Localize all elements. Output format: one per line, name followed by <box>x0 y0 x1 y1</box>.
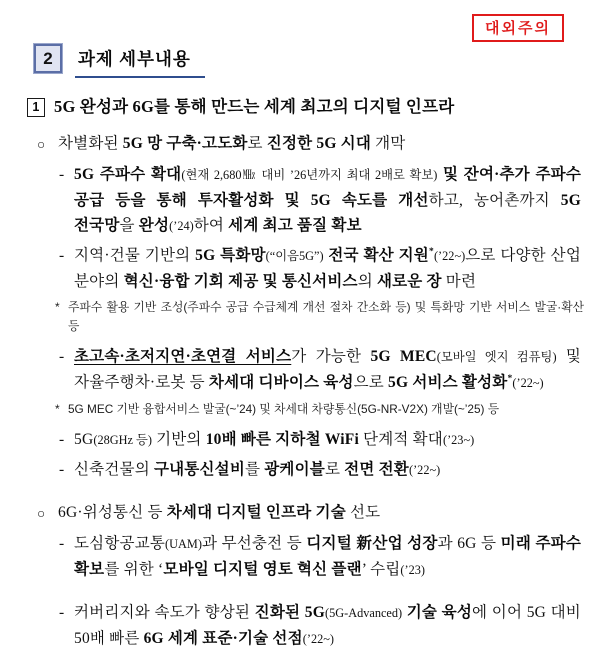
text-segment: (5G-Advanced) <box>324 606 403 620</box>
text-segment: (28GHz 등) <box>93 433 153 447</box>
text-segment: 디지털 新산업 성장 <box>306 535 438 552</box>
subsection-number-box: 1 <box>27 98 45 117</box>
text-segment: 5G 서비스 활성화 <box>388 374 508 391</box>
text-segment: 진정한 5G 시대 <box>266 135 372 152</box>
dash-line <box>0 162 600 239</box>
text-segment: 광케이블 <box>264 461 325 478</box>
text-segment: 하고, 농어촌까지 <box>428 192 561 209</box>
text-segment: 과 무선충전 등 <box>201 535 307 552</box>
dash-line <box>0 531 600 583</box>
text-segment: 신축건물의 <box>74 461 154 478</box>
text-segment: 5G 망 구축·고도화 <box>122 135 248 152</box>
dash-bullet: - <box>59 535 65 552</box>
subsection-title: 5G 완성과 6G를 통해 만드는 세계 최고의 디지털 인프라 <box>54 97 455 116</box>
asterisk-bullet: * <box>55 402 60 416</box>
text-segment: 주파수 활용 기반 조성(주파수 공급 수급체계 개선 절차 간소화 등) 및 특화망 기반 서비스 발굴·확산 등 <box>68 300 584 333</box>
text-segment: 의 <box>357 273 377 290</box>
text-segment: 완성 <box>138 217 170 234</box>
text-segment: 하여 <box>193 217 229 234</box>
dash-bullet: - <box>59 166 65 183</box>
text-segment: (“이음5G”) <box>265 249 324 263</box>
text-segment: * <box>507 373 513 384</box>
text-segment: 으로 다양한 산업 분야의 <box>74 247 581 290</box>
text-segment: (모바일 엣지 컴퓨팅) <box>436 350 557 364</box>
text-segment: 미래 주파수 확보 <box>74 535 581 578</box>
section-number-box: 2 <box>34 44 62 73</box>
text-segment: 6G 세계 표준·기술 선점 <box>143 630 303 647</box>
text-segment: 모바일 디지털 영토 혁신 플랜 <box>163 561 362 578</box>
text-segment: 과 6G 등 <box>437 535 501 552</box>
text-segment: 차별화된 <box>58 135 123 152</box>
text-segment: 전면 전환 <box>344 461 409 478</box>
text-segment: 차세대 디지털 인프라 기술 <box>166 504 346 521</box>
text-segment: (’23) <box>400 563 426 577</box>
text-segment: 5G <box>74 431 94 448</box>
text-segment: 도심항공교통 <box>74 535 166 552</box>
text-segment: 5G 전국망 <box>74 192 581 234</box>
text-segment: 초고속·초저지연·초연결 서비스 <box>74 348 292 365</box>
footnote-line <box>0 298 600 336</box>
text-segment: 로 <box>324 461 345 478</box>
text-segment: 단계적 확대 <box>358 431 443 448</box>
text-segment: 진화된 5G <box>254 604 325 621</box>
dash-line <box>0 344 600 396</box>
footnote-line <box>0 400 600 419</box>
text-segment: * <box>429 246 434 257</box>
dash-bullet: - <box>59 431 65 448</box>
section-title: 과제 세부내용 <box>75 44 205 78</box>
text-segment: 마련 <box>441 273 477 290</box>
text-segment: (현재 2,680㎒ 대비 ’26년까지 최대 2배로 확보) <box>181 168 438 182</box>
text-segment: (’23~) <box>442 433 475 447</box>
text-segment: 5G MEC 기반 융합서비스 발굴(~’24) 및 차세대 차량통신(5G-NR-V2X) 개발(~’25) 등 <box>68 402 500 416</box>
text-segment: 세계 최고 품질 확보 <box>228 217 362 234</box>
text-segment: 가 가능한 <box>291 348 371 365</box>
text-segment: 10배 빠른 지하철 WiFi <box>205 431 359 448</box>
text-segment: 혁신·융합 기회 제공 및 통신서비스 <box>123 273 358 290</box>
text-segment: (’22~) <box>512 376 544 390</box>
text-segment: (UAM) <box>165 537 202 551</box>
text-segment: (’24) <box>169 219 194 233</box>
section-header <box>34 44 205 78</box>
text-segment: 으로 <box>353 374 389 391</box>
text-segment: (’22~) <box>302 632 335 646</box>
dash-bullet: - <box>59 247 65 264</box>
circle-line <box>0 131 600 156</box>
text-segment: 개막 <box>371 135 406 152</box>
dash-line <box>0 427 600 453</box>
text-segment: 5G 특화망 <box>195 247 266 264</box>
text-segment: 를 위한 ‘ <box>104 561 164 578</box>
text-segment: 새로운 장 <box>376 273 442 290</box>
circle-bullet: ○ <box>37 137 46 152</box>
text-segment: 및 자율주행차·로봇 등 <box>74 348 581 391</box>
dash-bullet: - <box>59 604 65 621</box>
dash-line <box>0 600 600 652</box>
dash-bullet: - <box>59 461 65 478</box>
text-segment: 기술 육성 <box>406 604 473 621</box>
text-segment: 및 잔여·추가 주파수 공급 등을 통해 투자활성화 및 5G 속도를 개선 <box>74 166 581 209</box>
text-segment: 커버리지와 속도가 향상된 <box>74 604 255 621</box>
asterisk-bullet: * <box>55 300 60 314</box>
dash-bullet: - <box>59 348 65 365</box>
dash-line <box>0 457 600 483</box>
text-segment: 을 <box>119 217 139 234</box>
text-segment: 구내통신설비 <box>153 461 245 478</box>
confidential-stamp: 대외주의 <box>472 14 564 42</box>
text-segment: 전국 확산 지원 <box>328 247 429 264</box>
text-segment: (’22~) <box>433 249 466 263</box>
text-segment: 기반의 <box>152 431 206 448</box>
text-segment: 에 이어 5G 대비 50배 빠른 <box>74 604 581 647</box>
document-body <box>0 124 600 656</box>
dash-line <box>0 243 600 294</box>
circle-line <box>0 500 600 525</box>
text-segment: 차세대 디바이스 육성 <box>208 374 354 391</box>
text-segment: (’22~) <box>408 463 441 477</box>
text-segment: 5G 주파수 확대 <box>74 166 182 183</box>
text-segment: ’ 수립 <box>361 561 401 578</box>
text-segment: 6G·위성통신 등 <box>58 504 167 521</box>
subsection-heading <box>27 93 582 117</box>
text-segment: 를 <box>245 461 265 478</box>
text-segment: 5G MEC <box>370 348 437 365</box>
text-segment: 선도 <box>345 504 381 521</box>
circle-bullet: ○ <box>37 506 46 521</box>
text-segment: 로 <box>247 135 267 152</box>
text-segment: 지역·건물 기반의 <box>74 247 196 264</box>
